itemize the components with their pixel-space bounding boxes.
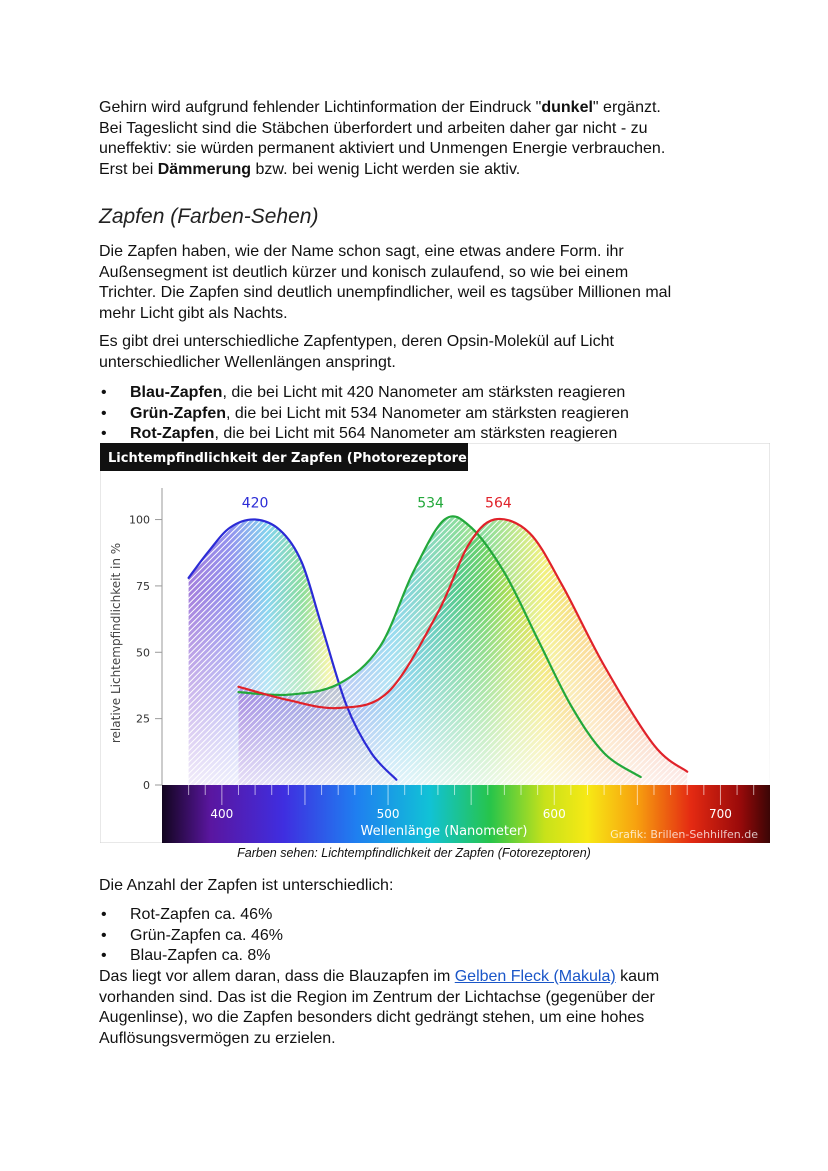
x-tick-label: 600 — [542, 807, 566, 821]
paragraph-line: mehr Licht gibt als Nachts. — [99, 304, 288, 322]
list-item — [99, 404, 629, 425]
paragraph-line: Auflösungsvermögen zu erzielen. — [99, 1029, 336, 1047]
list-item — [99, 383, 629, 404]
peak-label-3: 564 — [485, 495, 512, 512]
cone-name: Blau-Zapfen — [130, 384, 223, 401]
y-tick-label: 0 — [143, 779, 150, 792]
fill-fade — [162, 593, 770, 785]
list-item: • Rot-Zapfen ca. 46% — [99, 905, 283, 926]
list-item: • Blau-Zapfen ca. 8% — [99, 946, 283, 967]
makula-paragraph — [99, 967, 739, 1049]
cone-desc: , die bei Licht mit 534 Nanometer am stärksten reagieren — [226, 404, 629, 422]
distribution-list — [99, 905, 283, 967]
paragraph-text: kaum — [615, 968, 660, 985]
peak-label-2: 534 — [417, 495, 444, 512]
paragraph-text: Das liegt vor allem daran, dass die Blauzapfen im — [99, 968, 455, 985]
paragraph-line: vorhanden sind. Das ist die Region im Zentrum der Lichtachse (gegenüber der — [99, 988, 655, 1006]
anzahl-paragraph: Die Anzahl der Zapfen ist unterschiedlich: — [99, 877, 394, 894]
makula-link[interactable]: Gelben Fleck (Makula) — [454, 968, 616, 985]
chart-title: Lichtempfindlichkeit der Zapfen (Photorezeptoren) — [108, 451, 483, 466]
list-item: • Grün-Zapfen ca. 46% — [99, 926, 283, 947]
peak-label-1: 420 — [241, 495, 269, 512]
intro-text: Gehirn wird aufgrund fehlender Lichtinformation der Eindruck " — [99, 99, 542, 116]
intro-bold-daemmerung: Dämmerung — [157, 160, 252, 178]
y-axis-label: relative Lichtempfindlichkeit in % — [109, 542, 123, 744]
paragraph-line: Trichter. Die Zapfen sind deutlich unempfindlicher, weil es tagsüber Millionen mal — [99, 284, 672, 301]
y-tick-label: 100 — [129, 513, 150, 527]
paragraph-line: Augenlinse), wo die Zapfen besonders dicht gedrängt stehen, um eine hohes — [99, 1009, 645, 1026]
paragraph-line: Die Zapfen haben, wie der Name schon sagt, eine etwas andere Form. ihr — [99, 243, 624, 260]
cone-name: Grün-Zapfen — [130, 404, 226, 422]
intro-text: Erst bei — [99, 160, 158, 178]
intro-text: uneffektiv: sie würden permanent aktiviert und Unmengen Energie verbrauchen. — [99, 140, 666, 157]
paragraph-line: Es gibt drei unterschiedliche Zapfentypen, deren Opsin-Molekül auf Licht — [99, 333, 614, 350]
y-tick-label: 50 — [136, 646, 150, 660]
intro-paragraph — [99, 98, 739, 180]
cone-name: Rot-Zapfen — [130, 425, 215, 442]
x-tick-label: 500 — [376, 807, 400, 821]
list-item — [99, 424, 629, 445]
cone-desc: , die bei Licht mit 564 Nanometer am stärksten reagieren — [214, 425, 618, 442]
y-tick-label: 25 — [136, 712, 150, 726]
section-heading: Zapfen (Farben-Sehen) — [99, 205, 319, 228]
cone-types-list — [99, 383, 629, 445]
x-axis-label: Wellenlänge (Nanometer) — [360, 824, 528, 839]
intro-text: bzw. bei wenig Licht werden sie aktiv. — [251, 160, 521, 178]
paragraph-line: Außensegment ist deutlich kürzer und konisch zulaufend, so wie bei einem — [99, 263, 629, 281]
cone-desc: , die bei Licht mit 420 Nanometer am stärksten reagieren — [222, 384, 626, 401]
y-tick-label: 75 — [136, 579, 150, 593]
chart-svg — [100, 443, 770, 843]
paragraph-line: unterschiedlicher Wellenlängen anspringt. — [99, 353, 396, 371]
chart-credit: Grafik: Brillen-Sehhilfen.de — [610, 828, 758, 841]
intro-text: " ergänzt. — [592, 99, 661, 116]
intro-text: Bei Tageslicht sind die Stäbchen überfordert und arbeiten daher gar nicht - zu — [99, 119, 648, 137]
intro-bold-dunkel: dunkel — [541, 99, 593, 116]
sensitivity-chart — [100, 443, 770, 843]
zapfen-paragraph — [99, 242, 739, 324]
x-tick-label: 700 — [708, 807, 732, 821]
chart-caption: Farben sehen: Lichtempfindlichkeit der Zapfen (Fotorezeptoren) — [237, 846, 591, 860]
x-tick-label: 400 — [210, 807, 234, 821]
zapfentypen-paragraph — [99, 332, 739, 373]
